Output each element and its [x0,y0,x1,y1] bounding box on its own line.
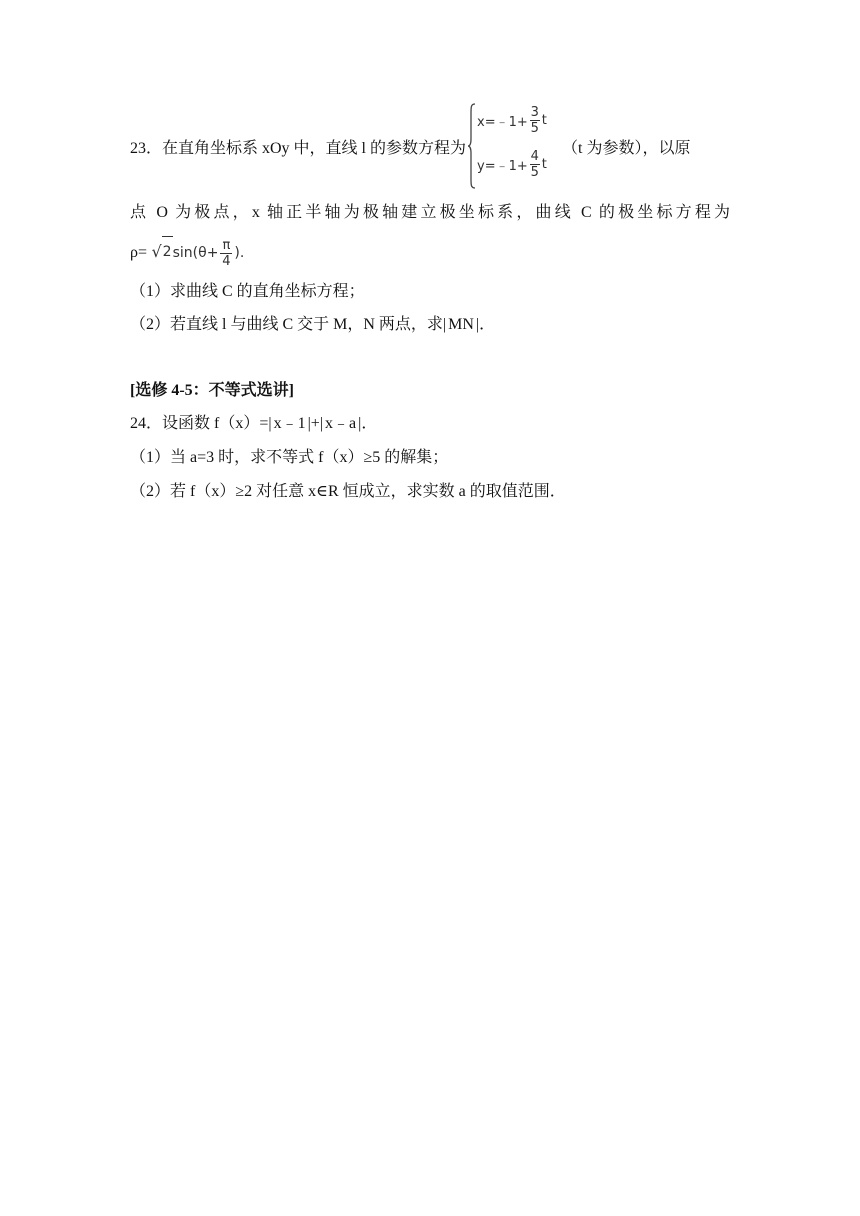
q23-parameter-note: （t 为参数），以原 [562,140,691,157]
fraction-denominator: 4 [222,253,231,269]
fraction-numerator: 4 [530,149,539,165]
q24-part-2: （2）若 f（x）≥2 对任意 x∈R 恒成立，求实数 a 的取值范围． [130,483,566,500]
rho-prefix: ρ= [130,244,148,261]
equation-y-lhs: y=﹣1+ [477,159,528,175]
left-brace-icon [468,103,476,189]
q24-part-1: （1）当 a=3 时，求不等式 f（x）≥5 的解集； [130,449,449,466]
q23-part-2-text: （2）若直线 l 与曲线 C 交于 M，N 两点，求 [130,316,443,333]
fraction-4-5 [530,149,540,180]
fraction-numerator: 3 [530,105,539,121]
q23-line-2: 点 O 为极点，x 轴正半轴为极轴建立极坐标系，曲线 C 的极坐标方程为 [130,204,730,221]
abs-bar-right: | [475,316,480,333]
fraction-denominator: 5 [530,165,539,181]
q23-part-1: （1）求曲线 C 的直角坐标方程； [130,283,365,300]
sqrt-radicand: 2 [162,236,173,267]
q24-stem [130,413,377,435]
polar-equation [130,236,244,269]
equation-x-row [477,105,547,136]
radical-sign-icon: √ [151,242,162,261]
equation-x-lhs: x=﹣1+ [477,115,528,131]
abs-bar-left: | [319,415,324,432]
theta-plus: θ+ [198,245,219,261]
fraction-denominator: 5 [530,121,539,137]
polar-equation-image [147,237,245,269]
fraction-numerator: π [222,237,231,253]
q23-part-2-end: ． [479,316,496,333]
equation-x-var: t [541,113,547,129]
parametric-equation-system [468,103,556,189]
q24-stem-text: 24．设函数 f（x）= [130,415,269,432]
equation-y-row [477,149,547,180]
abs-bar-right: | [307,415,311,432]
plus-sign: + [310,415,320,432]
abs-mn: MN [448,316,474,333]
abs-bar-right: | [358,415,362,432]
abs-bar-left: | [442,316,447,333]
q23-part-2 [130,314,495,336]
section-title: [选修 4-5：不等式选讲] [130,382,294,399]
q23-stem-text: 23．在直角坐标系 xOy 中，直线 l 的参数方程为 [130,140,467,157]
fraction-3-5 [530,105,540,136]
sin-function: sin( [172,245,199,261]
closing-paren: ). [234,245,245,261]
equation-y-var: t [541,157,547,173]
q23-line-1 [130,104,690,194]
fraction-pi-4 [220,238,232,269]
abs-bar-left: | [268,415,272,432]
abs-x-minus-1: x﹣1 [273,415,306,432]
abs-x-minus-a: x﹣a [325,415,357,432]
q24-stem-end: ． [361,415,378,432]
sqrt-2 [151,236,172,267]
